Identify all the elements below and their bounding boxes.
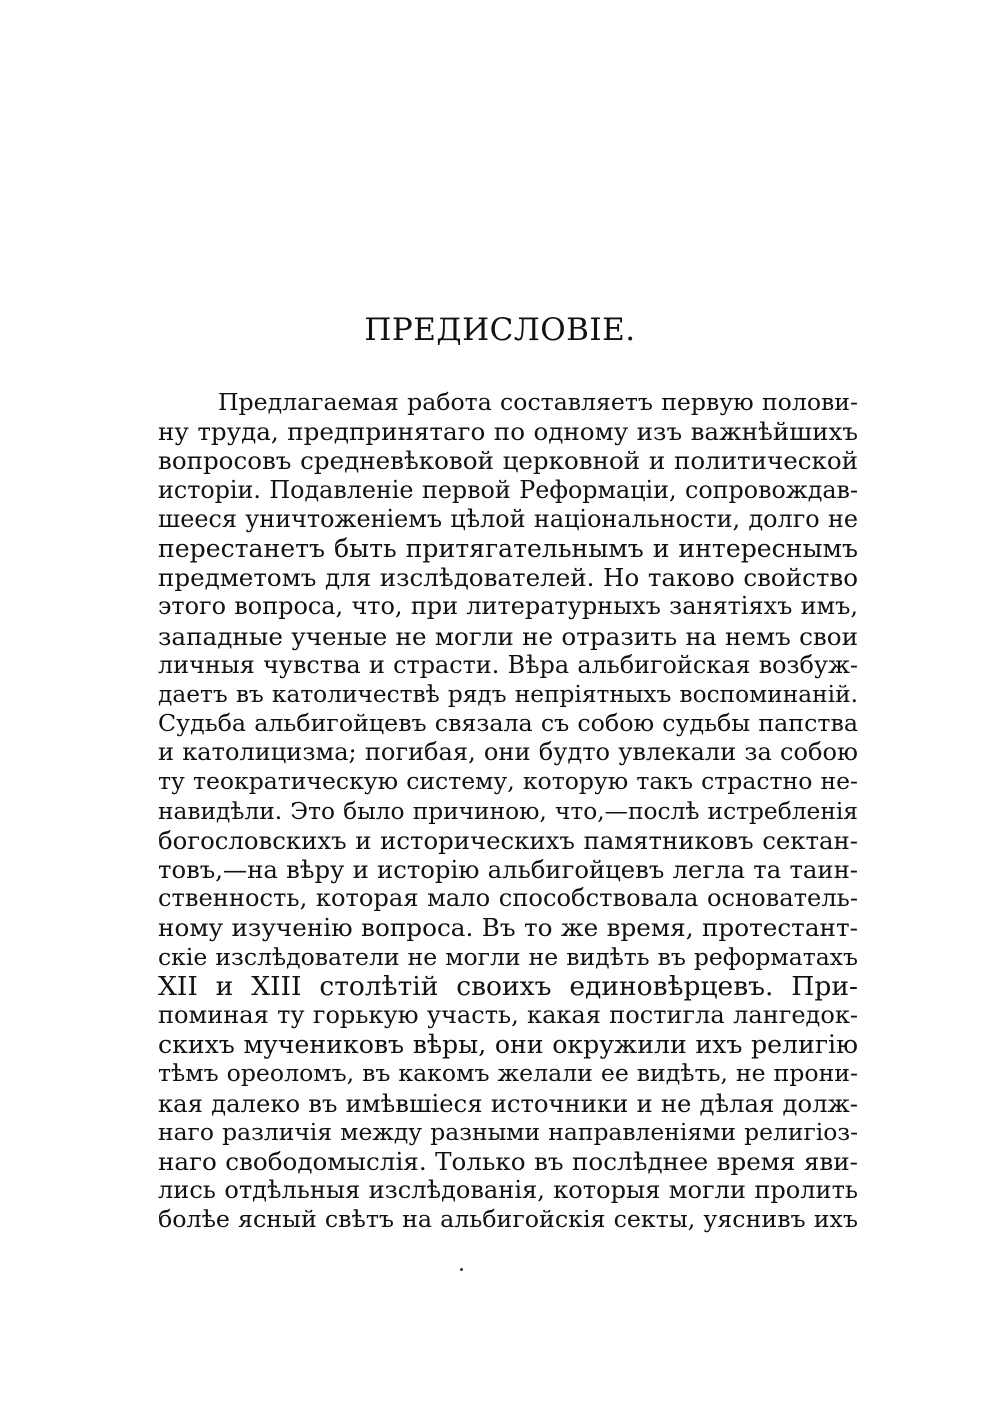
text-line: скихъ мучениковъ вѣры, они окружили ихъ религію <box>158 1030 858 1060</box>
text-line: шееся уничтоженіемъ цѣлой національности, долго не <box>158 504 858 533</box>
text-line: ту теократическую систему, которую такъ страстно не- <box>158 767 858 796</box>
text-line: исторіи. Подавленіе первой Реформаціи, сопровождав- <box>158 475 858 504</box>
text-line: и католицизма; погибая, они будто увлекали за собою <box>158 738 858 767</box>
text-line: западные ученые не могли не отразить на немъ свои <box>158 621 858 651</box>
text-line: ну труда, предпринятаго по одному изъ важнѣйшихъ <box>158 417 858 447</box>
text-line: ственность, которая мало способствовала основатель- <box>158 884 858 913</box>
page-title: ПРЕДИСЛОВІЕ. <box>364 312 636 348</box>
text-line: этого вопроса, что, при литературныхъ занятіяхъ имъ, <box>158 592 858 621</box>
text-line: богословскихъ и историческихъ памятниковъ сектан- <box>158 825 858 855</box>
text-line: наго свободомыслія. Только въ послѣднее время яви- <box>158 1146 858 1176</box>
text-line: навидѣли. Это было причиною, что,—послѣ истребленія <box>158 797 858 825</box>
text-line: болѣе ясный свѣтъ на альбигойскія секты, уяснивъ ихъ <box>158 1205 858 1234</box>
preface-paragraph <box>158 388 858 1234</box>
text-line: Судьба альбигойцевъ связала съ собою судьбы папства <box>158 709 858 738</box>
text-line: лись отдѣльныя изслѣдованія, которыя могли пролить <box>158 1176 858 1205</box>
text-line: XII и XIII столѣтій своихъ единовѣрцевъ. При- <box>158 971 858 1001</box>
text-line: поминая ту горькую участь, какая постигла лангедок- <box>158 1000 858 1029</box>
text-line: вопросовъ средневѣковой церковной и политической <box>158 446 858 476</box>
text-line: перестанетъ быть притягательнымъ и интереснымъ <box>158 533 858 563</box>
text-line: наго различія между разными направленіями религіоз- <box>158 1117 858 1146</box>
text-line: тѣмъ ореоломъ, въ какомъ желали ее видѣть, не прони- <box>158 1059 858 1088</box>
text-line: кая далеко въ имѣвшіеся источники и не дѣлая долж- <box>158 1088 858 1118</box>
ink-speck <box>460 1268 463 1271</box>
text-line: личныя чувства и страсти. Вѣра альбигойская возбуж- <box>158 650 858 679</box>
text-line: товъ,—на вѣру и исторію альбигойцевъ легла та таин- <box>158 855 858 884</box>
text-line: ному изученію вопроса. Въ то же время, протестант- <box>158 913 858 943</box>
text-line: скіе изслѣдователи не могли не видѣть въ реформатахъ <box>158 942 858 971</box>
text-line: предметомъ для изслѣдователей. Но таково свойство <box>158 563 858 593</box>
text-line: даетъ въ католичествѣ рядъ непріятныхъ воспоминаній. <box>158 680 858 708</box>
text-line: Предлагаемая работа составляетъ первую полови- <box>218 388 858 416</box>
